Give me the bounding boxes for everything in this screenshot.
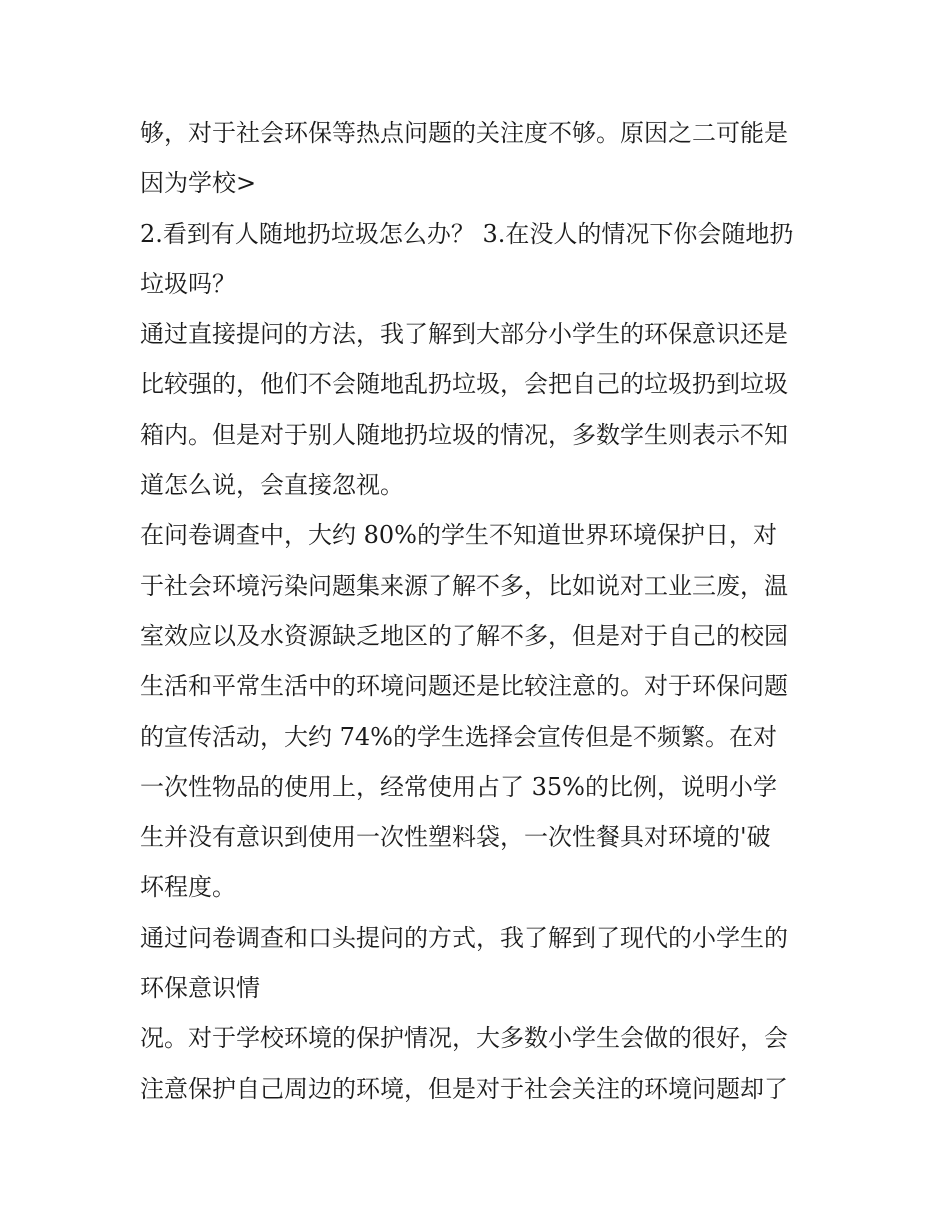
- text-line: 道怎么说，会直接忽视。: [140, 471, 404, 500]
- document-body: [140, 108, 820, 1114]
- text-line: 2.看到有人随地扔垃圾怎么办？ 3.在没人的情况下你会随地扔: [140, 219, 794, 248]
- text-line: 室效应以及水资源缺乏地区的了解不多，但是对于自己的校园: [140, 621, 788, 650]
- text-line: 通过直接提问的方法，我了解到大部分小学生的环保意识还是: [140, 320, 788, 349]
- text-line: 比较强的，他们不会随地乱扔垃圾，会把自己的垃圾扔到垃圾: [140, 370, 788, 399]
- text-line: 生活和平常生活中的环境问题还是比较注意的。对于环保问题: [140, 672, 788, 701]
- text-line: 况。对于学校环境的保护情况，大多数小学生会做的很好，会: [140, 1024, 788, 1053]
- text-line: 因为学校>: [140, 169, 257, 198]
- text-line: 生并没有意识到使用一次性塑料袋，一次性餐具对环境的'破: [140, 823, 771, 852]
- text-line: 坏程度。: [140, 873, 236, 902]
- text-line: 通过问卷调查和口头提问的方式，我了解到了现代的小学生的: [140, 923, 788, 952]
- text-line: 注意保护自己周边的环境，但是对于社会关注的环境问题却了: [140, 1074, 788, 1103]
- text-line: 环保意识情: [140, 974, 260, 1003]
- text-line: 垃圾吗？: [140, 269, 236, 298]
- text-line: 够，对于社会环保等热点问题的关注度不够。原因之二可能是: [140, 119, 788, 147]
- text-line: 的宣传活动，大约 74%的学生选择会宣传但是不频繁。在对: [140, 722, 777, 751]
- text-line: 在问卷调查中，大约 80%的学生不知道世界环境保护日，对: [140, 521, 777, 550]
- text-line: 一次性物品的使用上，经常使用占了 35%的比例，说明小学: [140, 772, 777, 801]
- text-line: 箱内。但是对于别人随地扔垃圾的情况，多数学生则表示不知: [140, 420, 788, 449]
- text-line: 于社会环境污染问题集来源了解不多，比如说对工业三废，温: [140, 571, 788, 600]
